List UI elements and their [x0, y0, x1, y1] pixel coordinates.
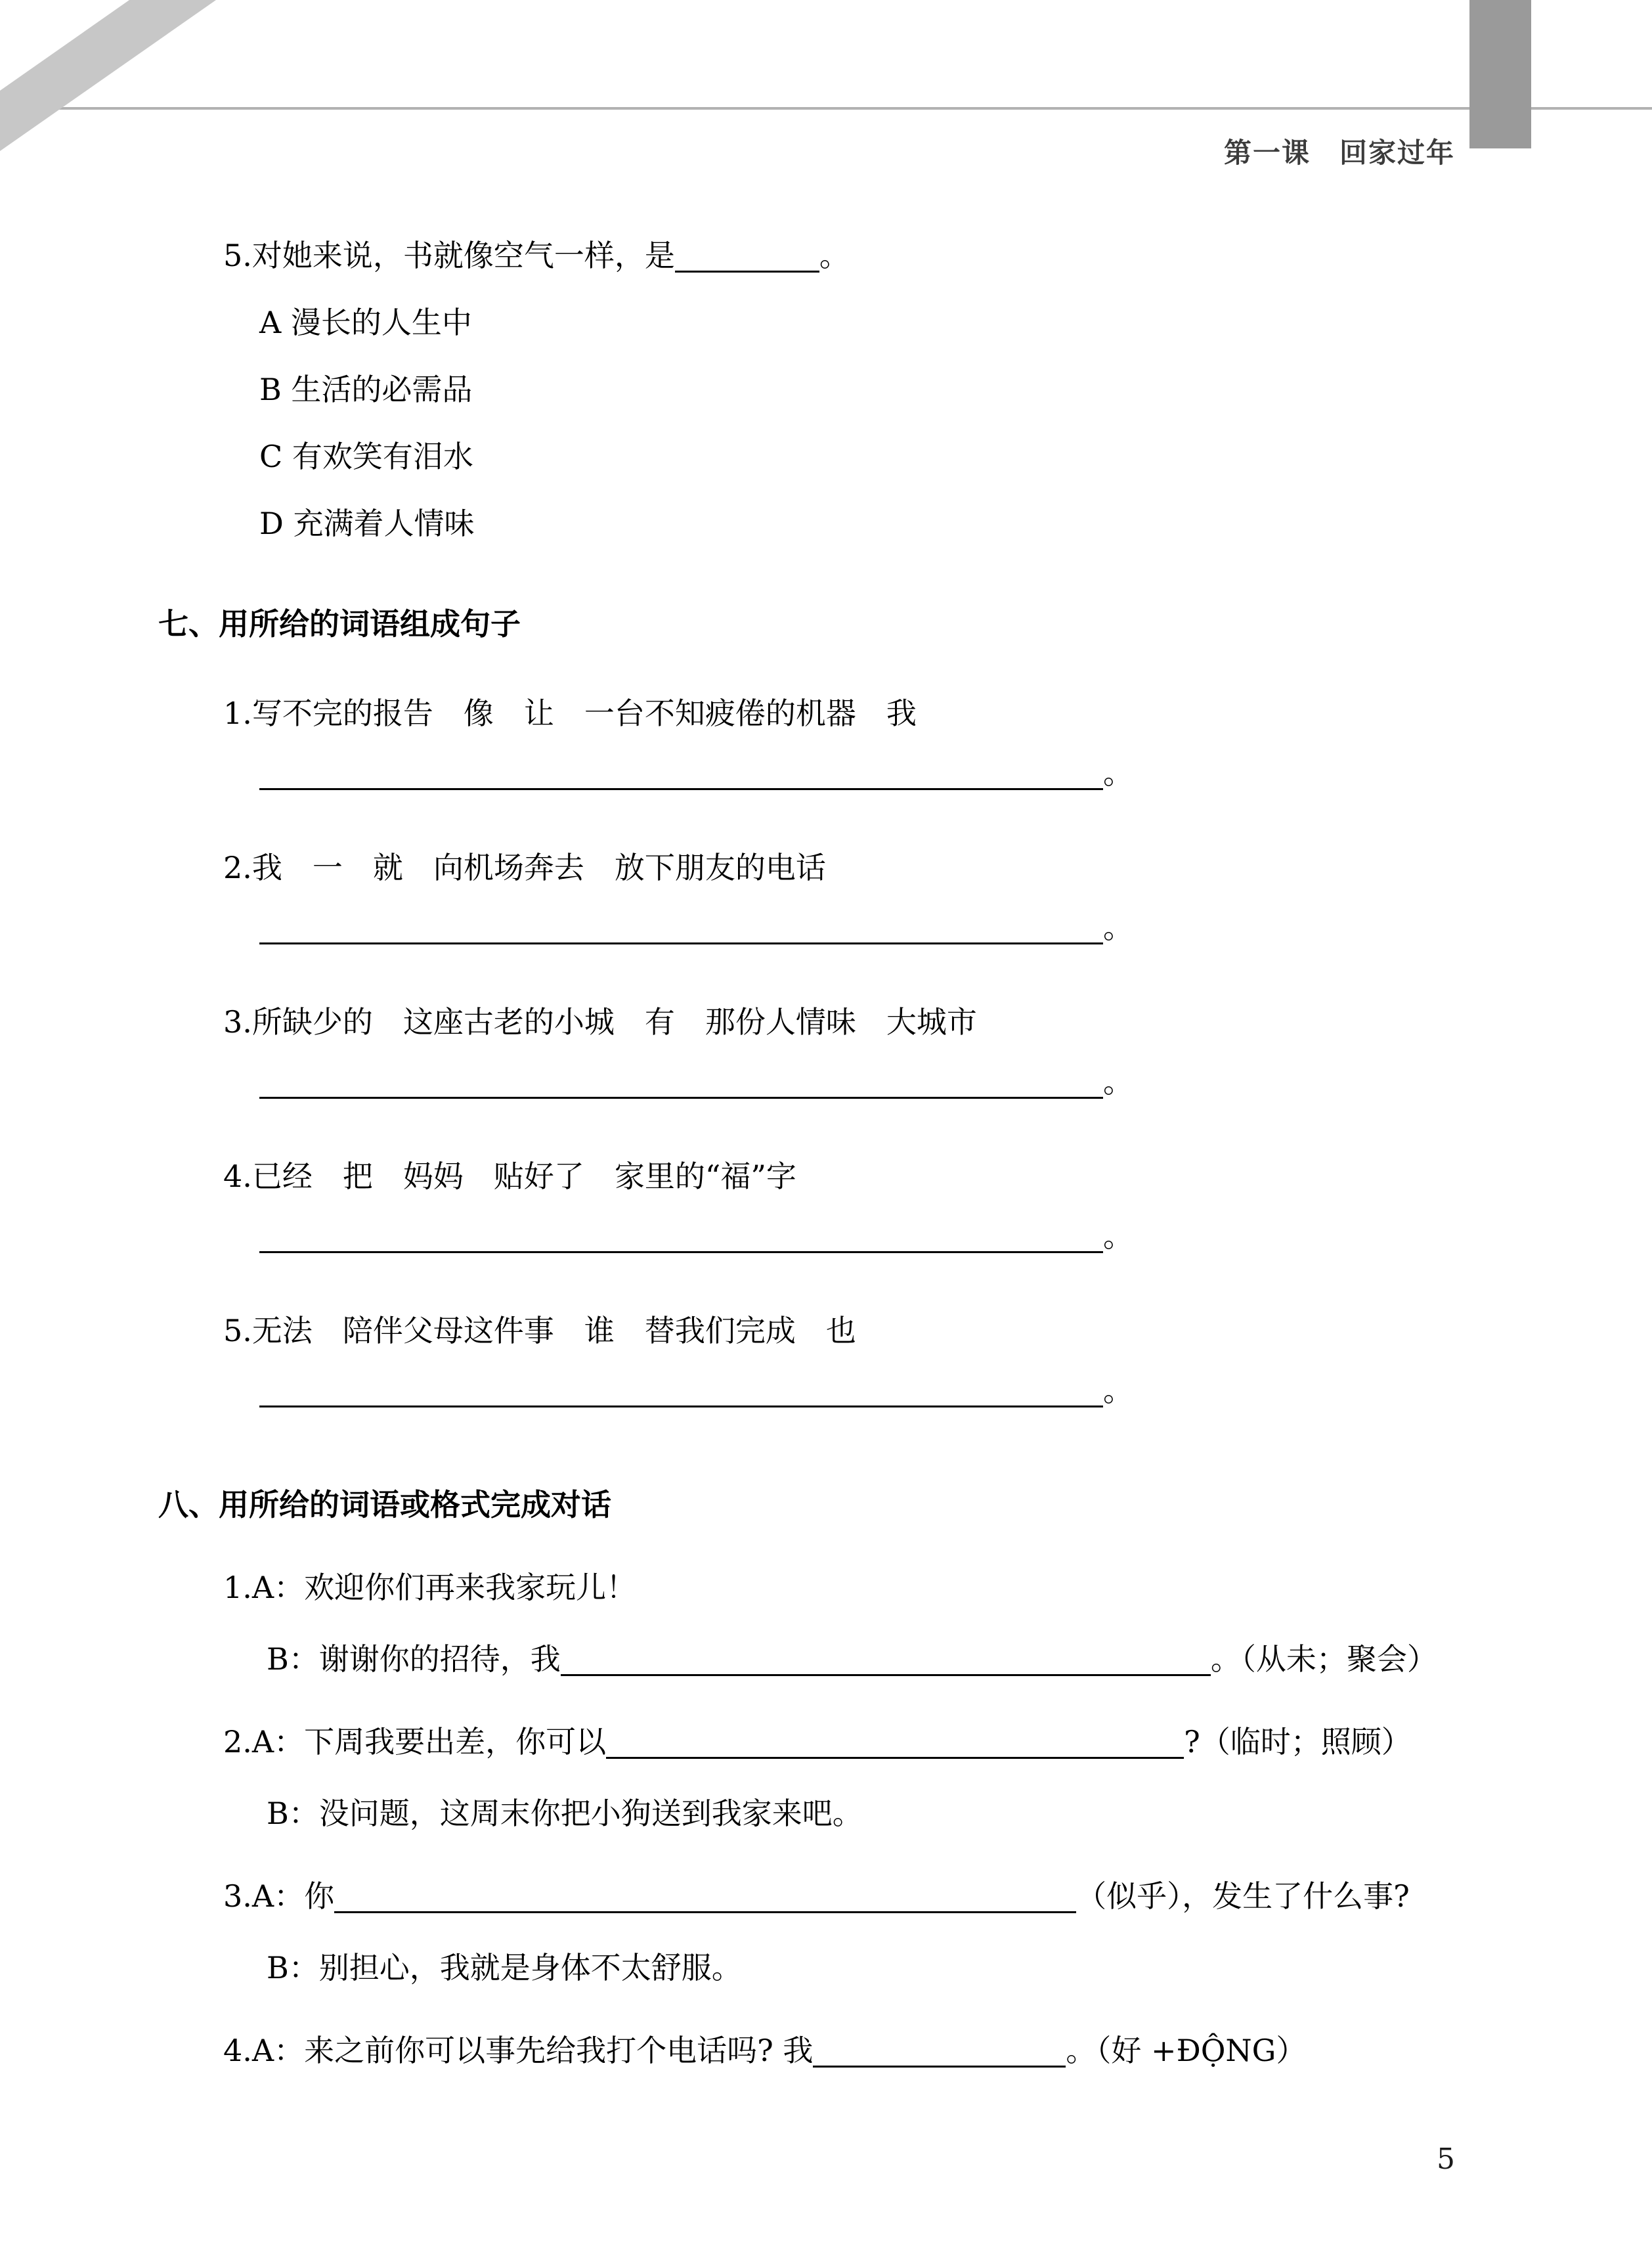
dialog-1-answer-blank[interactable]	[561, 1672, 1211, 1676]
section-7-title: 七、用所给的词语组成句子	[158, 607, 521, 641]
dialog-2-answer-blank[interactable]	[606, 1755, 1184, 1759]
answer-line-4[interactable]	[259, 1249, 1103, 1253]
answer-period-4: 。	[1103, 1218, 1133, 1254]
dialog-3-a-pre: 3.A：你	[223, 1878, 335, 1914]
question-5	[158, 238, 1524, 273]
dialog-4-a-post: 。（好 +ĐỘNG）	[1066, 2033, 1307, 2068]
option-a: A 漫长的人生中	[259, 305, 472, 340]
option-c: C 有欢笑有泪水	[259, 439, 473, 474]
header-rule	[0, 107, 1652, 110]
option-b: B 生活的必需品	[259, 372, 473, 407]
answer-period-5: 。	[1103, 1373, 1133, 1408]
corner-tab	[1469, 0, 1531, 148]
diagonal-ribbon	[0, 0, 223, 158]
dialog-3-a-post: （似乎），发生了什么事?	[1076, 1878, 1410, 1914]
dialog-1-b-pre: B：谢谢你的招待，我	[267, 1641, 561, 1677]
section-7-item-2: 2.我 一 就 向机场奔去 放下朋友的电话	[223, 850, 826, 885]
option-d: D 充满着人情味	[259, 506, 475, 541]
answer-line-1[interactable]	[259, 786, 1103, 790]
dialog-1-b-post: 。（从未；聚会）	[1210, 1641, 1437, 1677]
dialog-4-answer-blank[interactable]	[813, 2064, 1066, 2068]
answer-line-2[interactable]	[259, 941, 1103, 944]
dialog-2-line-a	[158, 1724, 1524, 1760]
dialog-2-a-pre: 2.A：下周我要出差，你可以	[223, 1724, 607, 1760]
section-8-title: 八、用所给的词语或格式完成对话	[158, 1488, 611, 1522]
question-5-stem: 5.对她来说，书就像空气一样，是	[223, 238, 675, 273]
dialog-3-answer-blank[interactable]	[334, 1909, 1076, 1913]
dialog-3-line-b: B：别担心，我就是身体不太舒服。	[267, 1950, 742, 1985]
section-7-item-1: 1.写不完的报告 像 让 一台不知疲倦的机器 我	[223, 696, 917, 731]
dialog-4-a-pre: 4.A：来之前你可以事先给我打个电话吗? 我	[223, 2033, 814, 2068]
page-content	[158, 238, 1524, 2068]
section-7-item-3: 3.所缺少的 这座古老的小城 有 那份人情味 大城市	[223, 1004, 977, 1040]
answer-period-2: 。	[1103, 910, 1133, 945]
section-7-item-5: 5.无法 陪伴父母这件事 谁 替我们完成 也	[223, 1313, 856, 1348]
dialog-2-line-b: B：没问题，这周末你把小狗送到我家来吧。	[267, 1796, 863, 1831]
lesson-header: 第一课 回家过年	[1223, 137, 1455, 168]
question-5-answer-blank[interactable]	[675, 269, 819, 273]
answer-period-1: 。	[1103, 755, 1133, 791]
section-7-answer-2	[158, 910, 1524, 945]
answer-line-5[interactable]	[259, 1404, 1103, 1407]
dialog-3-line-a	[158, 1878, 1524, 1914]
page-number: 5	[1437, 2142, 1455, 2176]
section-7-answer-5	[158, 1373, 1524, 1408]
answer-period-3: 。	[1103, 1064, 1133, 1099]
section-7-answer-1	[158, 755, 1524, 791]
dialog-2-a-post: ?（临时；照顾）	[1184, 1724, 1412, 1760]
dialog-1-line-b	[158, 1641, 1524, 1677]
section-7-item-4: 4.已经 把 妈妈 贴好了 家里的“福”字	[223, 1159, 796, 1194]
question-5-period: 。	[819, 238, 850, 273]
section-7-answer-4	[158, 1218, 1524, 1254]
dialog-1-line-a: 1.A：欢迎你们再来我家玩儿！	[223, 1570, 637, 1605]
answer-line-3[interactable]	[259, 1095, 1103, 1099]
dialog-4-line-a	[158, 2033, 1524, 2068]
section-7-answer-3	[158, 1064, 1524, 1099]
